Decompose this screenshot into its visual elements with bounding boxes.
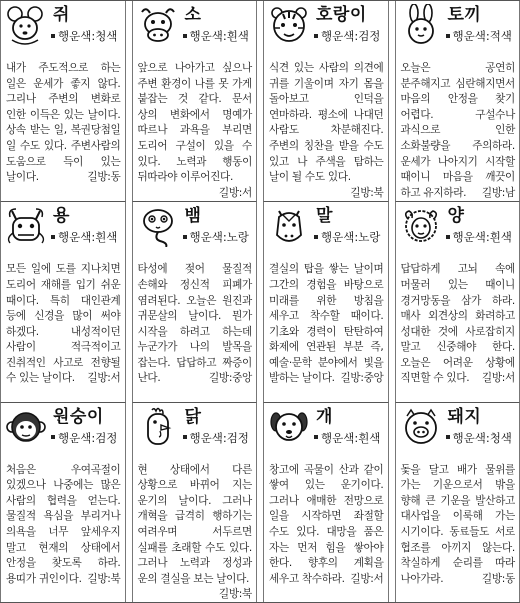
zodiac-card-12 [395, 402, 520, 602]
bullet-icon [183, 34, 187, 38]
bullet-icon [314, 34, 318, 38]
lucky-direction: 길방:서 [87, 372, 121, 385]
bullet-icon [51, 435, 55, 439]
lucky-direction: 길방:서 [218, 186, 252, 199]
fortune-paragraph: 결실의 탑을 쌓는 날이며 그간의 경험을 바탕으로 미래를 위한 방침을 세우고 착수할 때이다. 기초와 경력이 탄탄하여 화제에 연관된 부분 즉, 예술·문학 분야에서 빛을 발하는 날이다. [269, 263, 384, 385]
zodiac-name: 토끼 [447, 5, 482, 25]
zodiac-card-3 [263, 1, 389, 201]
lucky-direction: 길방:북 [218, 588, 252, 601]
snake-icon [136, 205, 180, 247]
lucky-color [183, 432, 249, 445]
fortune-text [269, 463, 384, 588]
bullet-icon [314, 235, 318, 239]
rat-icon [4, 4, 48, 46]
dragon-icon [4, 205, 48, 247]
lucky-color-text: 행운색:노랑 [321, 230, 381, 245]
zodiac-name: 돼지 [447, 406, 482, 427]
fortune-paragraph: 처음은 우여곡절이 있겠으나 나중에는 많은 사람의 협력을 얻는다. 물질적 욕심을 부리거나 의욕을 너무 앞세우지 말고 현재의 상태에서 안정을 찾도록 하라. 용띠가 귀인이다. [6, 463, 121, 585]
card-header [1, 1, 125, 49]
bullet-icon [183, 435, 187, 439]
zodiac-name: 쥐 [53, 5, 70, 25]
lucky-color [446, 432, 512, 445]
lucky-color [51, 432, 117, 445]
zodiac-card-1 [0, 1, 126, 201]
zodiac-name: 원숭이 [53, 406, 104, 427]
zodiac-card-2 [132, 1, 258, 201]
lucky-color-text: 행운색:흰색 [452, 230, 512, 245]
fortune-paragraph: 답답하게 고뇌 속에 머물러 있는 때이니 경거망동을 삼가 하라. 매사 외견상의 화려하고 성대한 것에 사로잡히지 말고 신중해야 한다. 오늘은 어려운 상황에 직면할 수 있다. [400, 263, 515, 385]
bullet-icon [446, 34, 450, 38]
fortune-paragraph: 창고에 곡물이 산과 같이 쌓여 있는 운기이다. 그러나 애매한 전망으로 일을 시작하면 좌절할 수도 있다. 대망을 품은 자는 먼저 힘을 쌓아야 한다. 향후의 계획을 세우고 착수하라. [269, 463, 384, 585]
fortune-paragraph: 모든 일에 도를 지나치면 도리어 재해를 입기 쉬운 때이다. 특히 대인관계 등에 신경을 많이 써야 하겠다. 내성적이던 사람이 적극적이고 진취적인 사고로 전향될 수 있는 날이다. [6, 263, 121, 385]
zodiac-card-8 [395, 201, 520, 401]
zodiac-name: 양 [447, 206, 465, 227]
lucky-direction: 길방:북 [350, 186, 384, 199]
lucky-direction: 길방:서 [350, 572, 384, 585]
card-header [264, 403, 388, 451]
card-header [133, 202, 257, 250]
lucky-direction: 길방:동 [87, 171, 121, 184]
fortune-text [6, 463, 121, 588]
zodiac-card-5 [0, 201, 126, 401]
zodiac-name: 개 [316, 406, 333, 427]
fortune-text [269, 262, 384, 387]
fortune-paragraph: 현 상태에서 다른 상황으로 바뀌어 지는 운기의 날이다. 그러나 개혁을 급격히 행하기는 여려우며 서두르면 실패를 초래할 수도 있다. 그러나 노력과 정성과 운의 결실을 보는 날이다. [137, 463, 252, 585]
lucky-color-text: 행운색:흰색 [189, 29, 249, 43]
bullet-icon [183, 235, 187, 239]
fortune-paragraph: 식견 있는 사람의 의견에 귀를 기울이며 자기 몸을 돌아보고 인덕을 연마하라. 평소에 나대던 사람도 차분해진다. 주변의 칭찬을 받을 수도 있고 나 주색을 탐하는 날이 될 수도 있다. [269, 62, 384, 184]
fortune-text [401, 262, 516, 387]
lucky-color [314, 30, 380, 43]
ox-icon [136, 4, 180, 46]
fortune-text [6, 61, 121, 186]
fortune-text [6, 262, 121, 387]
lucky-color [446, 231, 512, 244]
card-header [133, 403, 257, 451]
zodiac-card-10 [132, 402, 258, 602]
zodiac-card-7 [263, 201, 389, 401]
horse-icon [267, 205, 311, 247]
bullet-icon [446, 435, 450, 439]
rabbit-icon [399, 4, 443, 46]
lucky-direction: 길방:중앙 [208, 372, 252, 385]
lucky-color-text: 행운색:적색 [452, 29, 512, 43]
lucky-color-text: 행운색:검정 [189, 430, 249, 445]
card-header [396, 403, 520, 451]
card-header [264, 1, 388, 49]
card-header [264, 202, 388, 250]
bullet-icon [51, 235, 55, 239]
lucky-color [51, 231, 117, 244]
zodiac-card-9 [0, 402, 126, 602]
fortune-text [138, 262, 253, 387]
card-header [1, 403, 125, 451]
lucky-color [314, 231, 380, 244]
bullet-icon [314, 435, 318, 439]
fortune-paragraph: 타성에 젖어 물질적 손해와 정신적 피폐가 염려된다. 오늘은 원진과 귀문살의 날이다. 뭔가 시작을 하려고 하는데 누군가가 나의 발목을 잡는다. 답답하고 짜증이 난다. [137, 263, 252, 385]
zodiac-name: 뱀 [184, 206, 202, 227]
card-header [133, 1, 257, 49]
lucky-direction: 길방:동 [481, 572, 515, 585]
zodiac-name: 닭 [184, 406, 202, 427]
lucky-color [51, 30, 117, 43]
card-header [396, 202, 520, 250]
zodiac-name: 호랑이 [316, 5, 367, 25]
tiger-icon [267, 4, 311, 46]
card-header [1, 202, 125, 250]
lucky-direction: 길방:중앙 [340, 372, 384, 385]
lucky-color-text: 행운색:흰색 [58, 230, 118, 245]
zodiac-card-11 [263, 402, 389, 602]
lucky-color-text: 행운색:청색 [452, 430, 512, 445]
dog-icon [267, 406, 311, 448]
fortune-paragraph: 내가 주도적으로 하는 일은 운세가 좋지 않다. 그리나 주변의 변화로 인한 이득은 있는 날이다. 상속 받는 일, 복권당첨일 일 수도 있다. 주변사람의 도움으로 득이 있는 날이다. [6, 62, 121, 184]
lucky-color [183, 30, 249, 43]
fortune-text [401, 463, 516, 588]
zodiac-name: 소 [184, 5, 202, 25]
fortune-text [401, 61, 516, 201]
lucky-color-text: 행운색:노랑 [189, 230, 249, 245]
lucky-direction: 길방:서 [481, 372, 515, 385]
lucky-direction: 길방:남 [481, 186, 515, 199]
zodiac-name: 용 [53, 206, 70, 227]
lucky-color [446, 30, 512, 43]
zodiac-card-6 [132, 201, 258, 401]
lucky-color-text: 행운색:흰색 [321, 430, 381, 445]
lucky-color-text: 행운색:검정 [58, 430, 118, 445]
bullet-icon [446, 235, 450, 239]
pig-icon [399, 406, 443, 448]
sheep-icon [399, 205, 443, 247]
card-header [396, 1, 520, 49]
fortune-paragraph: 앞으로 나아가고 싶으나 주변 환경이 나를 못 가게 붙잡는 것 같다. 문서 상의 변화에서 명예가 따르나 과욕을 부리면 도리어 구설이 있을 수 있다. 노력과 행동이 뒤따라야 이루어진다. [137, 62, 252, 184]
zodiac-name: 말 [316, 206, 333, 227]
fortune-text [138, 61, 253, 201]
bullet-icon [51, 34, 55, 38]
fortune-text [269, 61, 384, 201]
lucky-color-text: 행운색:검정 [321, 29, 381, 43]
lucky-color [183, 231, 249, 244]
zodiac-card-4 [395, 1, 520, 201]
fortune-paragraph: 오늘은 공연히 분주해지고 심란해지면서 마음의 안정을 찾기 어렵다. 구설수나 과식으로 인한 소화불량을 주의하라. 운세가 나아지기 시작할 때이니 마음을 깨끗이 하고 유지하라. [400, 62, 515, 199]
fortune-text [138, 463, 253, 602]
lucky-color-text: 행운색:청색 [58, 29, 118, 43]
lucky-direction: 길방:북 [87, 572, 121, 585]
lucky-color [314, 432, 380, 445]
monkey-icon [4, 406, 48, 448]
fortune-paragraph: 돛을 달고 배가 물위를 가는 기운으로서 밖을 향해 큰 기운을 발산하고 대사업을 이룩해 가는 시기이다. 동료들도 서로 협조를 아끼지 않는다. 착실하게 순리를 따라 나아가라. [400, 463, 515, 585]
rooster-icon [136, 406, 180, 448]
